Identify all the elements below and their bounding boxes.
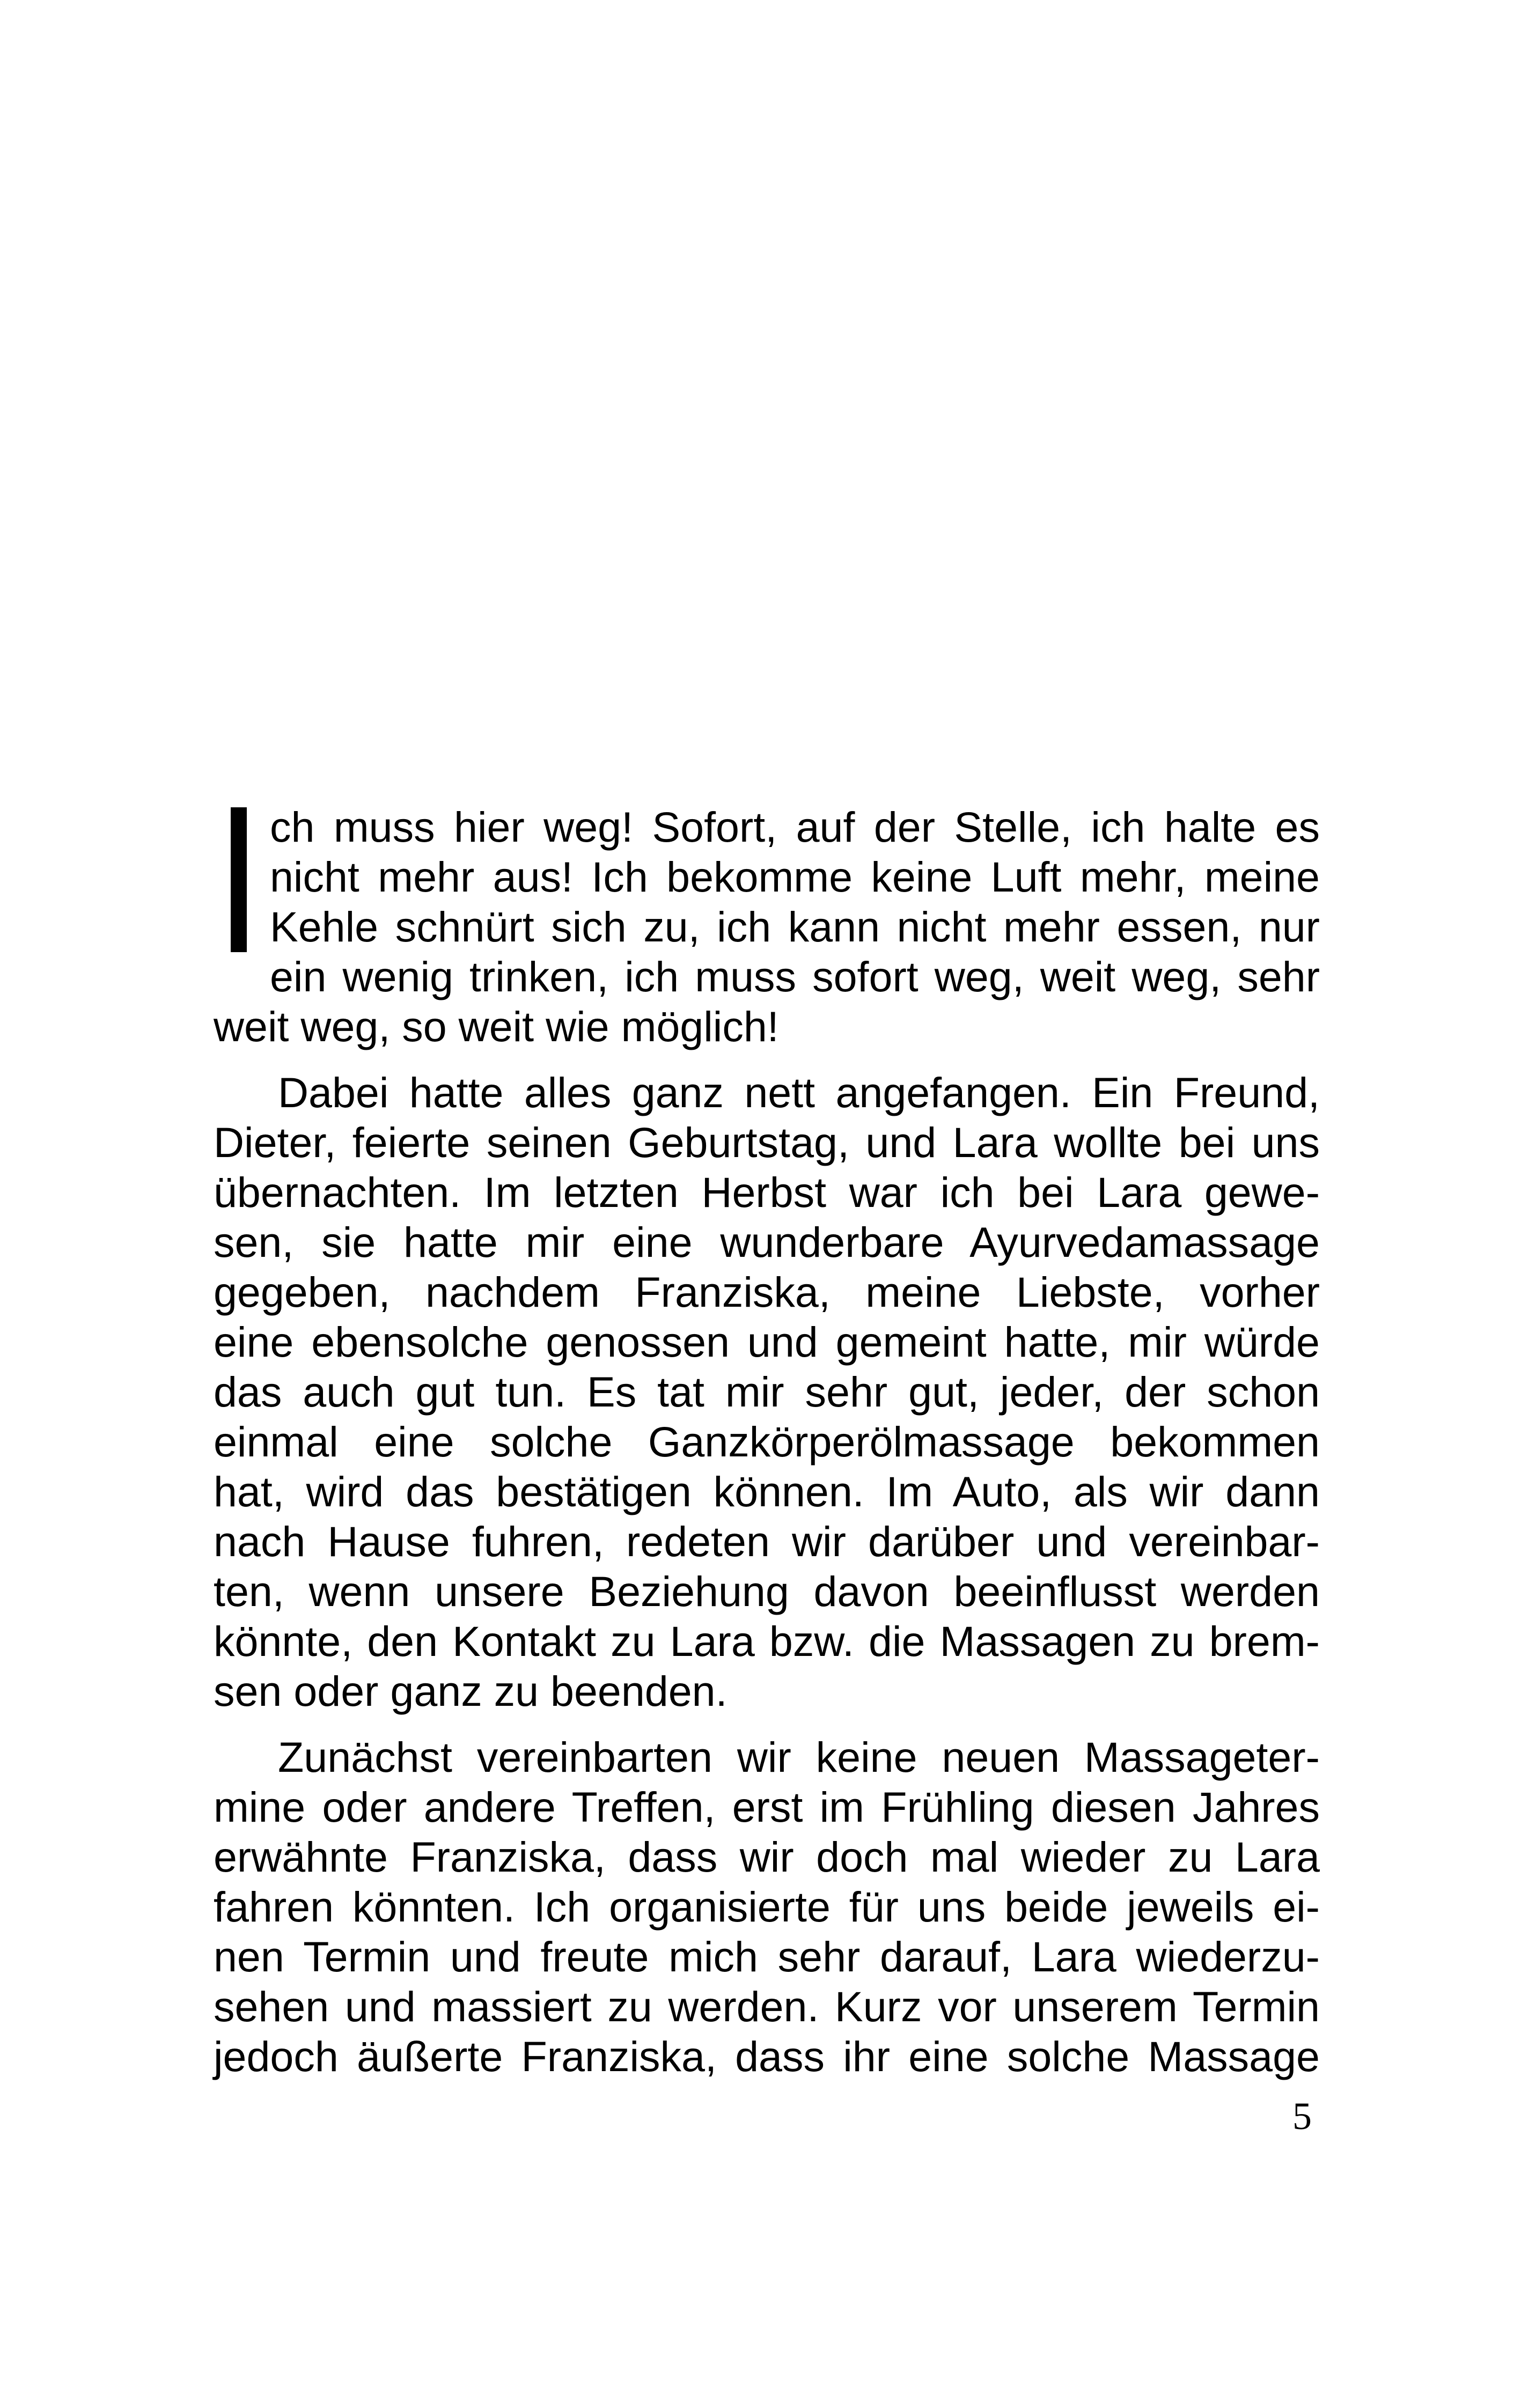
- text-line: sen, sie hatte mir eine wunderbare Ayurvedamassage: [214, 1218, 1320, 1266]
- text-line: weit weg, so weit wie möglich!: [214, 1003, 779, 1050]
- text-line: ein wenig trinken, ich muss sofort weg, weit weg, sehr: [270, 953, 1320, 1000]
- text-line: hat, wird das bestätigen können. Im Auto, als wir dann: [214, 1468, 1320, 1515]
- page-number: 5: [1292, 2095, 1312, 2138]
- drop-cap-letter: [231, 807, 247, 952]
- text-line: jedoch äußerte Franziska, dass ihr eine solche Massage: [214, 2033, 1320, 2080]
- text-line: ch muss hier weg! Sofort, auf der Stelle, ich halte es: [270, 803, 1320, 851]
- text-line: könnte, den Kontakt zu Lara bzw. die Massagen zu brem-: [214, 1617, 1320, 1665]
- text-line: fahren könnten. Ich organisierte für uns beide jeweils ei-: [214, 1883, 1320, 1931]
- text-line: übernachten. Im letzten Herbst war ich bei Lara gewe-: [214, 1168, 1320, 1216]
- text-line: nicht mehr aus! Ich bekomme keine Luft mehr, meine: [270, 853, 1320, 901]
- text-line: Dabei hatte alles ganz nett angefangen. Ein Freund,: [278, 1069, 1320, 1116]
- text-line: Kehle schnürt sich zu, ich kann nicht mehr essen, nur: [270, 903, 1320, 951]
- text-line: nach Hause fuhren, redeten wir darüber und vereinbar-: [214, 1518, 1320, 1565]
- text-line: gegeben, nachdem Franziska, meine Liebste, vorher: [214, 1268, 1320, 1316]
- text-line: Dieter, feierte seinen Geburtstag, und Lara wollte bei uns: [214, 1118, 1320, 1166]
- text-line: mine oder andere Treffen, erst im Frühling diesen Jahres: [214, 1783, 1320, 1831]
- text-line: das auch gut tun. Es tat mir sehr gut, jeder, der schon: [214, 1368, 1320, 1416]
- text-line: sehen und massiert zu werden. Kurz vor unserem Termin: [214, 1983, 1320, 2030]
- text-line: Zunächst vereinbarten wir keine neuen Massageter-: [278, 1733, 1320, 1781]
- text-line: sen oder ganz zu beenden.: [214, 1667, 728, 1715]
- text-line: erwähnte Franziska, dass wir doch mal wieder zu Lara: [214, 1833, 1320, 1881]
- text-line: eine ebensolche genossen und gemeint hatte, mir würde: [214, 1318, 1320, 1366]
- text-line: nen Termin und freute mich sehr darauf, Lara wiederzu-: [214, 1933, 1320, 1980]
- text-line: ten, wenn unsere Beziehung davon beeinflusst werden: [214, 1567, 1320, 1615]
- text-line: einmal eine solche Ganzkörperölmassage bekommen: [214, 1418, 1320, 1466]
